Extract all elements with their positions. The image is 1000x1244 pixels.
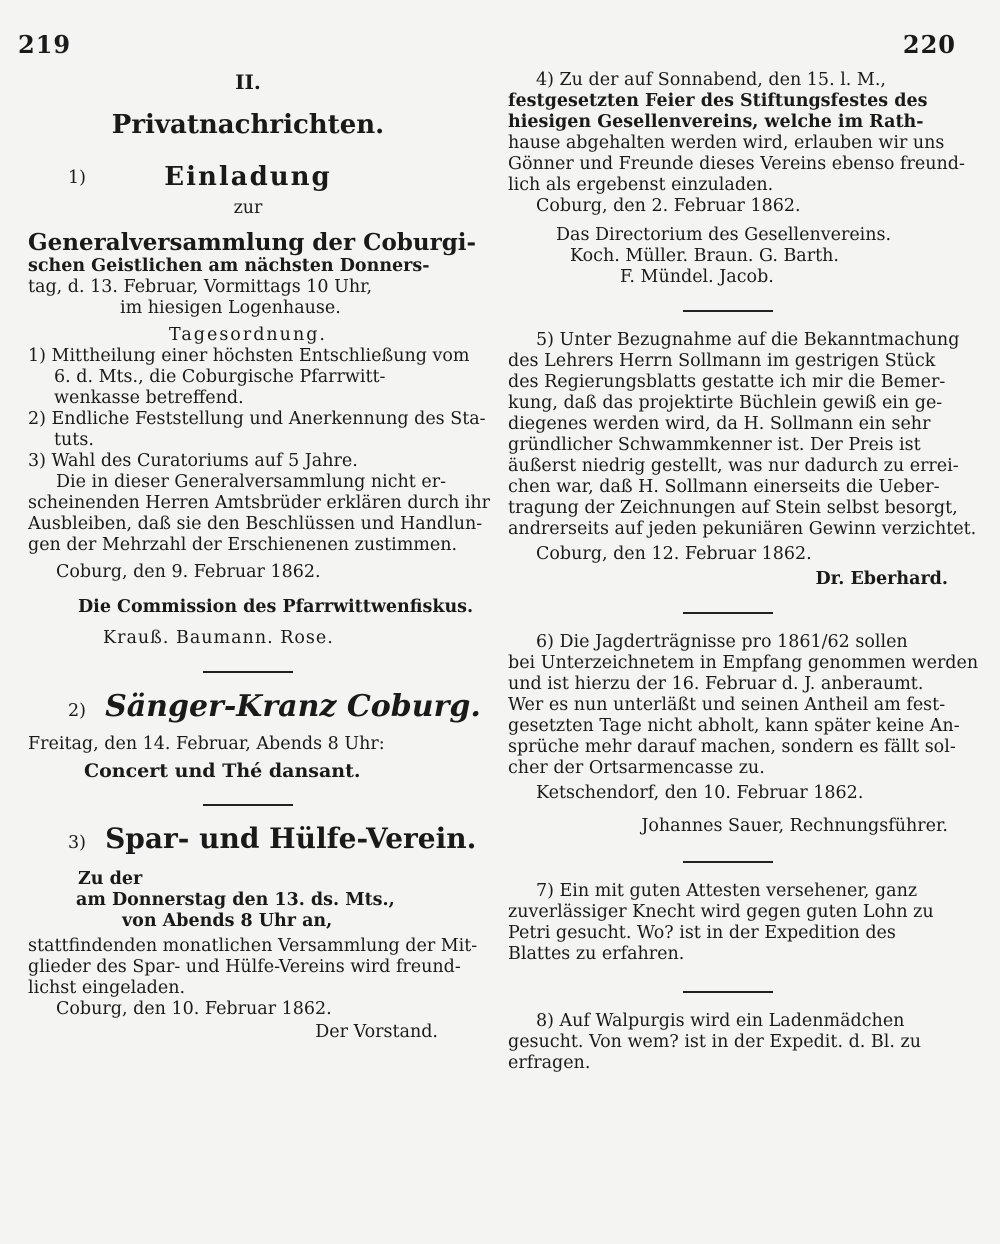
agenda-line-0: 1) Mittheilung einer höchsten Entschließung vom — [28, 346, 470, 366]
item2-line1: Freitag, den 14. Februar, Abends 8 Uhr: — [28, 734, 385, 754]
item2-heading: Sänger-Kranz Coburg. — [105, 689, 481, 724]
item6-date: Ketschendorf, den 10. Februar 1862. — [536, 783, 864, 803]
item5-line-0: 5) Unter Bezugnahme auf die Bekanntmachung — [536, 330, 960, 350]
item3-line-1: am Donnerstag den 13. ds. Mts., — [76, 890, 395, 910]
item6-line-2: und ist hierzu der 16. Februar d. J. anberaumt. — [508, 674, 924, 694]
item5-line-7: chen war, daß H. Sollmann einerseits die Ueber- — [508, 477, 940, 497]
item1-signatories: Krauß. Baumann. Rose. — [103, 628, 334, 648]
agenda-line-4: tuts. — [54, 430, 94, 450]
item5-line-4: diegenes werden wird, da H. Sollmann ein sehr — [508, 414, 931, 434]
divider — [683, 991, 773, 993]
item1-line-0: Generalversammlung der Coburgi- — [28, 229, 477, 256]
agenda-line-2: wenkasse betreffend. — [54, 388, 244, 408]
item7-line-2: Petri gesucht. Wo? ist in der Expedition des — [508, 923, 896, 943]
item5-line-3: kung, daß das projektirte Büchlein gewiß ein ge- — [508, 393, 943, 413]
divider — [683, 310, 773, 312]
item3-line-0: Zu der — [78, 869, 143, 889]
item8-line-0: 8) Auf Walpurgis wird ein Ladenmädchen — [536, 1011, 905, 1031]
item5-line-1: des Lehrers Herrn Sollmann im gestrigen Stück — [508, 351, 936, 371]
item1-body-0: Die in dieser Generalversammlung nicht er- — [56, 472, 447, 492]
item8-line-1: gesucht. Von wem? ist in der Expedit. d. Bl. zu — [508, 1032, 921, 1052]
item2-header — [28, 689, 481, 724]
item5-line-8: tragung der Zeichnungen auf Stein selbst besorgt, — [508, 498, 958, 518]
item6-signatory: Johannes Sauer, Rechnungsführer. — [641, 816, 948, 836]
page-number-right: 220 — [902, 30, 956, 59]
item1-line-3: im hiesigen Logenhause. — [120, 298, 341, 318]
item4-line-2: hiesigen Gesellenvereins, welche im Rath- — [508, 112, 924, 132]
left-column — [28, 70, 491, 1043]
item4-date: Coburg, den 2. Februar 1862. — [536, 196, 801, 216]
agenda-line-3: 2) Endliche Feststellung und Anerkennung des Sta- — [28, 409, 486, 429]
item3-number: 3) — [68, 833, 86, 853]
item1-zur: zur — [233, 198, 263, 218]
agenda-title: Tagesordnung. — [169, 325, 327, 345]
item6-line-0: 6) Die Jagderträgnisse pro 1861/62 sollen — [536, 632, 908, 652]
item4-line-3: hause abgehalten werden wird, erlauben wir uns — [508, 133, 945, 153]
item1-header — [28, 162, 468, 192]
item3-date: Coburg, den 10. Februar 1862. — [56, 999, 332, 1019]
item7-line-3: Blattes zu erfahren. — [508, 944, 685, 964]
divider — [683, 861, 773, 863]
item5-line-6: äußerst niedrig gestellt, was nur dadurch zu errei- — [508, 456, 959, 476]
divider — [683, 612, 773, 614]
item3-heading: Spar- und Hülfe-Verein. — [105, 822, 477, 855]
agenda-line-1: 6. d. Mts., die Coburgische Pfarrwitt- — [54, 367, 386, 387]
item2-number: 2) — [68, 701, 86, 721]
item5-signatory: Dr. Eberhard. — [815, 569, 948, 589]
divider — [203, 804, 293, 806]
agenda-line-5: 3) Wahl des Curatoriums auf 5 Jahre. — [28, 451, 358, 471]
item6-line-3: Wer es nun unterläßt und seinen Antheil am fest- — [508, 695, 946, 715]
item5-line-5: gründlicher Schwammkenner ist. Der Preis ist — [508, 435, 921, 455]
item1-heading: Einladung — [164, 162, 332, 192]
item4-line-4: Gönner und Freunde dieses Vereins ebenso freund- — [508, 154, 965, 174]
item4-line-0: 4) Zu der auf Sonnabend, den 15. l. M., — [536, 70, 886, 90]
item3-line-3: stattfindenden monatlichen Versammlung der Mit- — [28, 936, 478, 956]
item3-line-4: glieder des Spar- und Hülfe-Vereins wird freund- — [28, 957, 461, 977]
item6-line-1: bei Unterzeichnetem in Empfang genommen werden — [508, 653, 979, 673]
item1-signatory-org: Die Commission des Pfarrwittwenfiskus. — [78, 597, 474, 617]
item6-line-6: cher der Ortsarmencasse zu. — [508, 758, 765, 778]
section-title: Privatnachrichten. — [111, 110, 385, 140]
page-number-left: 219 — [18, 30, 72, 59]
item1-date: Coburg, den 9. Februar 1862. — [56, 562, 321, 582]
item4-line-1: festgesetzten Feier des Stiftungsfestes des — [508, 91, 928, 111]
item4-names2: F. Mündel. Jacob. — [620, 267, 774, 287]
right-column — [508, 70, 979, 1074]
item5-line-9: andrerseits auf jeden pekuniären Gewinn verzichtet. — [508, 519, 977, 539]
item4-line-5: lich als ergebenst einzuladen. — [508, 175, 774, 195]
item6-line-5: sprüche mehr darauf machen, sondern es fällt sol- — [508, 737, 956, 757]
item1-line-2: tag, d. 13. Februar, Vormittags 10 Uhr, — [28, 277, 373, 297]
item1-body-3: gen der Mehrzahl der Erschienenen zustimmen. — [28, 535, 458, 555]
item1-body-1: scheinenden Herren Amtsbrüder erklären durch ihr — [28, 493, 491, 513]
item5-line-2: des Regierungsblatts gestatte ich mir die Bemer- — [508, 372, 946, 392]
item1-body-2: Ausbleiben, daß sie den Beschlüssen und Handlun- — [28, 514, 483, 534]
item2-line2: Concert und Thé dansant. — [84, 760, 361, 782]
item3-signatory: Der Vorstand. — [315, 1022, 438, 1042]
section-number: II. — [235, 70, 261, 94]
item4-org: Das Directorium des Gesellenvereins. — [556, 225, 892, 245]
item6-line-4: gesetzten Tage nicht abholt, kann später keine An- — [508, 716, 960, 736]
item8-line-2: erfragen. — [508, 1053, 591, 1073]
item5-date: Coburg, den 12. Februar 1862. — [536, 544, 812, 564]
item3-header — [28, 822, 477, 855]
divider — [203, 671, 293, 673]
item1-number: 1) — [68, 168, 86, 188]
item1-line-1: schen Geistlichen am nächsten Donners- — [28, 256, 430, 276]
item3-line-5: lichst eingeladen. — [28, 978, 186, 998]
item7-line-0: 7) Ein mit guten Attesten versehener, ganz — [536, 881, 918, 901]
item3-line-2: von Abends 8 Uhr an, — [122, 911, 333, 931]
item7-line-1: zuverlässiger Knecht wird gegen guten Lohn zu — [508, 902, 934, 922]
item4-names1: Koch. Müller. Braun. G. Barth. — [570, 246, 839, 266]
